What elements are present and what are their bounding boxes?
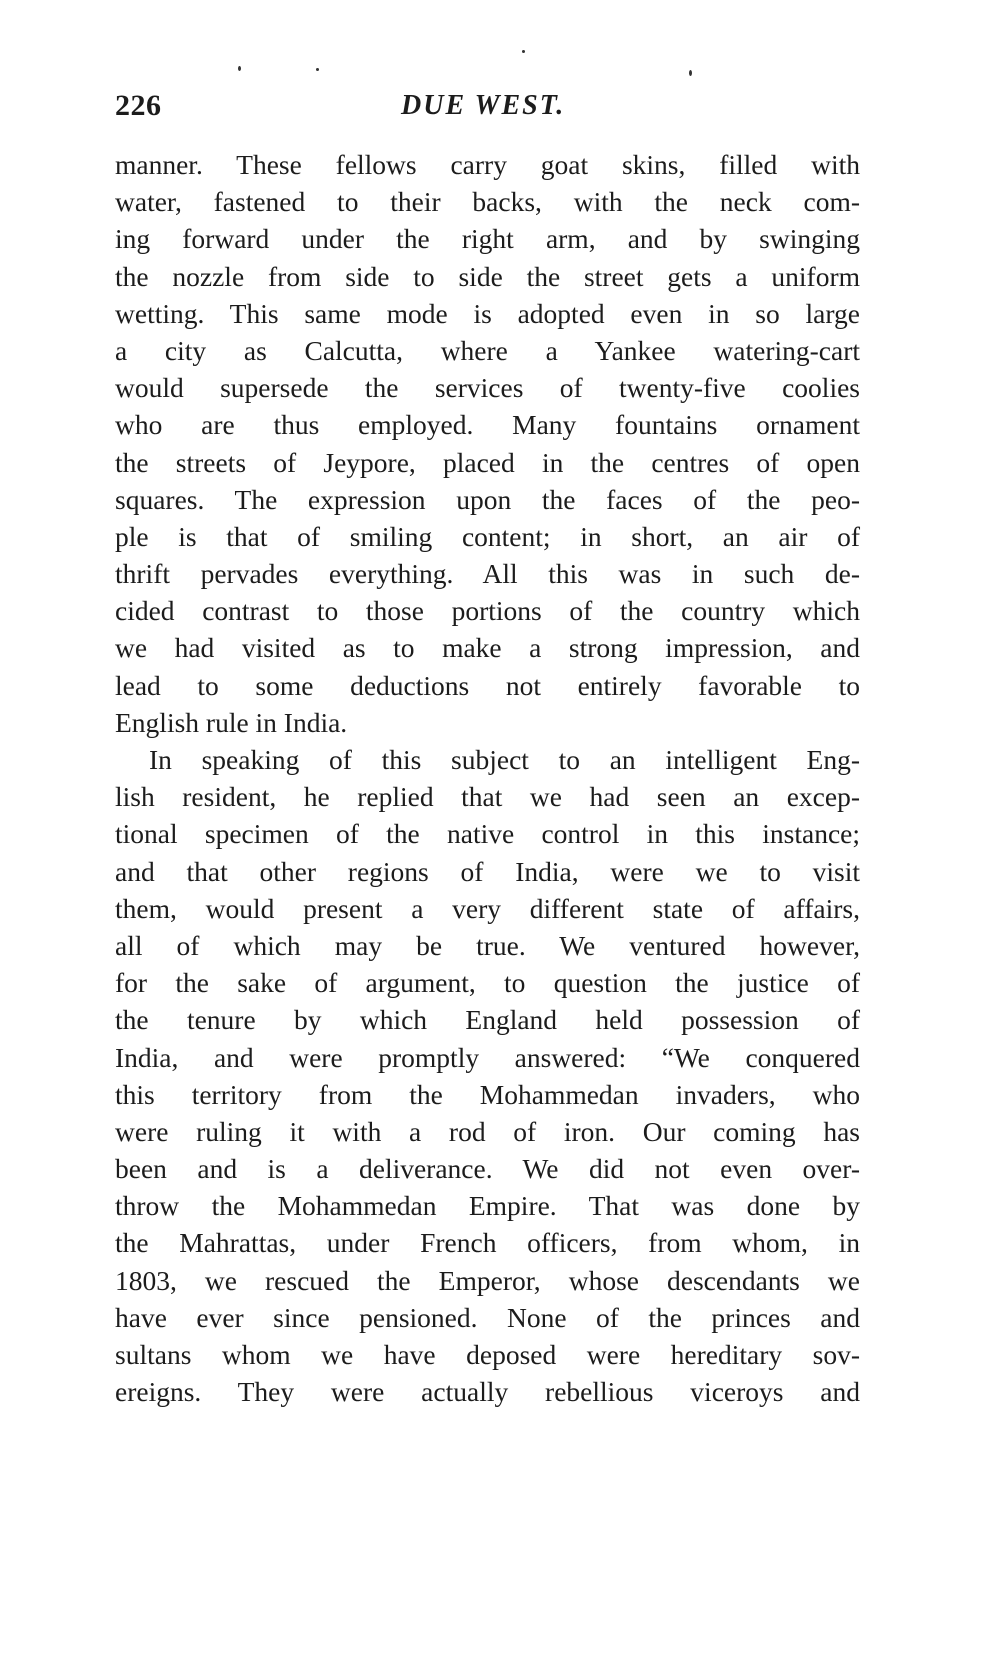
- text-line: for the sake of argument, to question the justice of: [115, 967, 860, 999]
- paragraph-end-line: English rule in India.: [115, 706, 348, 738]
- text-line: water, fastened to their backs, with the neck com-: [115, 186, 860, 218]
- text-line: ing forward under the right arm, and by swinging: [115, 223, 860, 255]
- text-line: manner. These fellows carry goat skins, filled with: [115, 149, 860, 180]
- running-title: DUE WEST.: [401, 90, 566, 121]
- print-speck: [238, 66, 241, 71]
- text-line: lead to some deductions not entirely favorable to: [115, 669, 860, 701]
- text-line: thrift pervades everything. All this was in such de-: [115, 558, 860, 590]
- text-line: squares. The expression upon the faces of the peo-: [115, 483, 860, 515]
- print-speck: [316, 68, 319, 71]
- print-speck: [522, 50, 525, 53]
- text-line: the Mahrattas, under French officers, from whom, in: [115, 1227, 860, 1259]
- text-line: been and is a deliverance. We did not even over-: [115, 1153, 860, 1185]
- text-line: the nozzle from side to side the street gets a uniform: [115, 260, 860, 292]
- text-line: and that other regions of India, were we to visit: [115, 855, 860, 887]
- paragraph-start-line: In speaking of this subject to an intelligent Eng-: [149, 744, 860, 775]
- text-line: the tenure by which England held possession of: [115, 1004, 860, 1036]
- text-line: ereigns. They were actually rebellious viceroys and: [115, 1376, 860, 1408]
- text-line: throw the Mohammedan Empire. That was done by: [115, 1190, 860, 1222]
- body-text: [115, 146, 860, 1410]
- text-line: wetting. This same mode is adopted even in so large: [115, 297, 860, 329]
- text-line: we had visited as to make a strong impression, and: [115, 632, 860, 664]
- page-header: [115, 86, 860, 126]
- text-line: them, would present a very different state of affairs,: [115, 892, 860, 924]
- text-line: all of which may be true. We ventured however,: [115, 929, 860, 961]
- text-line: tional specimen of the native control in this instance;: [115, 818, 860, 850]
- text-line: who are thus employed. Many fountains ornament: [115, 409, 860, 441]
- text-line: a city as Calcutta, where a Yankee watering-cart: [115, 334, 860, 366]
- text-line: sultans whom we have deposed were hereditary sov-: [115, 1339, 860, 1370]
- text-line: lish resident, he replied that we had seen an excep-: [115, 781, 860, 813]
- text-line: the streets of Jeypore, placed in the centres of open: [115, 446, 860, 478]
- text-line: would supersede the services of twenty-five coolies: [115, 372, 860, 404]
- text-line: were ruling it with a rod of iron. Our coming has: [115, 1115, 860, 1147]
- text-line: ple is that of smiling content; in short, an air of: [115, 520, 860, 552]
- page-number: 226: [115, 89, 162, 122]
- text-line: 1803, we rescued the Emperor, whose descendants we: [115, 1264, 860, 1296]
- text-line: India, and were promptly answered: “We conquered: [115, 1041, 860, 1073]
- text-line: have ever since pensioned. None of the princes and: [115, 1301, 860, 1333]
- text-line: this territory from the Mohammedan invaders, who: [115, 1078, 860, 1110]
- print-speck: [689, 70, 692, 76]
- text-line: cided contrast to those portions of the country which: [115, 595, 860, 627]
